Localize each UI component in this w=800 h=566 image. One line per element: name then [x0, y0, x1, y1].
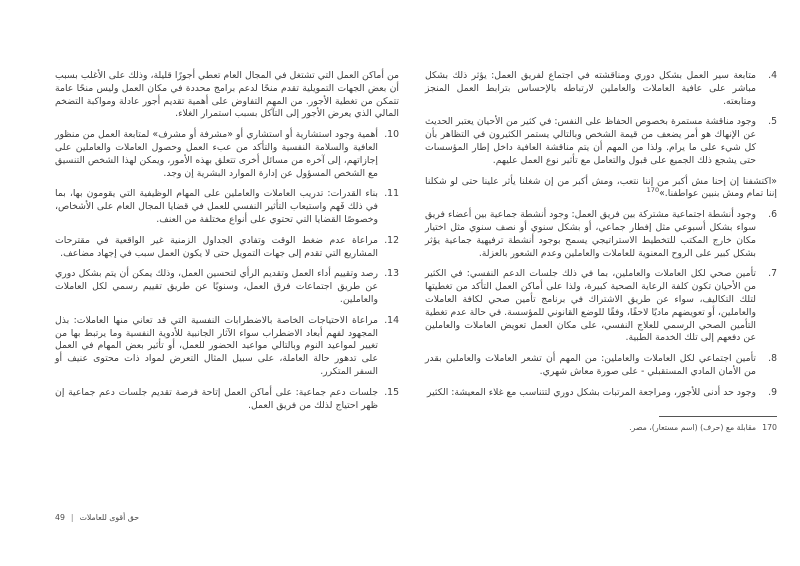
- list-item-9: [425, 387, 777, 400]
- list-item-5: [425, 116, 777, 167]
- list-item-13: [55, 268, 399, 306]
- list-item-11: [55, 188, 399, 226]
- item-number: 10.: [384, 129, 399, 141]
- item-number: 12.: [384, 234, 399, 246]
- item-text: رصد وتقييم أداء العمل وتقديم الرأي لتحسين العمل، وذلك يمكن أن يتم بشكل دوري عن طريق اجتماعات فرق العمل، وسنويًا عن طريق تقييم رسمي لكل العاملات والعاملين.: [55, 268, 378, 305]
- item-number: 6.: [768, 209, 777, 221]
- item-text: مراعاة الاحتياجات الخاصة بالاضطرابات النفسية التي قد تعاني منها العاملات: بذل المجهود لفهم أبعاد الاضطراب سواء الآثار الجانبية للأدوية النفسية وما يرتبط بها من تغيير لمواعيد النوم وبالتالي مواعيد الحضور للعمل، أو تأثير بعض المهام في العمل على تدهور حالة العاملة، على سبيل المثال التعرض لمواد ذات محتوى عنيف أو السفر المتكرر.: [55, 314, 378, 377]
- item-text: أهمية وجود استشارية أو استشاري أو «مشرفة أو مشرف» لمتابعة العمل من منظور العافية والسلامة النفسية والتأكد من عبء العمل وحصول العاملات والعاملين على إجازاتهم، إلى آخره من مسائل أخرى تتعلق بهذه الأمور، ويمكن لهذا الشخص التنسيق مع الشخص المسؤول عن إدارة الموارد البشرية إن وجد.: [55, 129, 378, 179]
- item-text: بناء القدرات: تدريب العاملات والعاملين على المهام الوظيفية التي يقومون بها، بما في ذلك فَهم واستيعاب التأثير النفسي للعمل في قضايا المجال العام على الأشخاص، وخصوصًا القضايا التي تحتوي على أنواع مختلفة من العنف.: [55, 188, 378, 225]
- list-item-12: [55, 235, 399, 261]
- item-text: تأمين صحي لكل العاملات والعاملين، بما في ذلك جلسات الدعم النفسي: في الكثير من الأحيان تكون كلفة الرعاية الصحية كبيرة، ولذا على أماكن العمل التأكد من تغطيتها لتلك التكاليف، سواء عن طريق الاشتراك في برنامج تأمين صحي لكافة العاملات والعاملين، أو تعويضهم ماديًا لاحقًا، وفقًا للوضع القانوني للمؤسسة. في حالة عدم تغطية التأمين الصحي الرسمي للعلاج النفسي، على مكان العمل تعويض العاملات والعاملين عن دفعهم إلى تلك الخدمة الطبية.: [425, 268, 756, 344]
- right-column: [425, 70, 777, 433]
- quote-text: «اكتشفنا إن إحنا مش أكبر من إننا نتعب، ومش أكبر من إن شغلنا يأثر علينا حتى لو شكلنا إننا تمام ومش بنبين عواطفنا.»: [425, 175, 777, 200]
- two-column-text-layout: [55, 70, 777, 433]
- item-text: جلسات دعم جماعية: على أماكن العمل إتاحة فرصة تقديم جلسات دعم جماعية إن ظهر احتياج لذلك من فريق العمل.: [55, 386, 378, 411]
- page-footer: [55, 513, 139, 522]
- item-number: 4.: [768, 70, 777, 81]
- item-text: وجود أنشطة اجتماعية مشتركة بين فريق العمل: وجود أنشطة جماعية بين أعضاء فريق سواء بشكل أسبوعي مثل إفطار جماعي، أو بشكل سنوي أو نصف سنوي مثل اختيار مكان خارج المكتب للتخطيط الاستراتيجي يسمح بوجود أنشطة ترفيهية جماعية يؤثر بشكل كبير على الروح المعنوية للعاملات والعاملين وعدم الشعور بالعزلة.: [425, 209, 756, 259]
- page-number: 49: [55, 513, 65, 522]
- item-number: 9.: [768, 386, 777, 398]
- list-item-7: [425, 268, 777, 345]
- list-item-14: [55, 315, 399, 379]
- list-item-4: [425, 70, 777, 108]
- item-number: 14.: [384, 314, 399, 326]
- item-number: 15.: [384, 386, 399, 398]
- item-number: 8.: [768, 353, 777, 365]
- footnote-divider: [659, 416, 777, 417]
- footnote-block: [425, 416, 777, 433]
- item-text: وجود حد أدنى للأجور، ومراجعة المرتبات بشكل دوري لتتناسب مع غلاء المعيشة: الكثير: [427, 386, 756, 398]
- footnote-text: مقابلة مع (حرف) (اسم مستعار)، مصر.: [629, 422, 757, 432]
- document-title: حق أقوى للعاملات: [79, 513, 140, 522]
- quote-block: [425, 176, 777, 202]
- continuation-paragraph: من أماكن العمل التي تشتغل في المجال العام تعطي أجورًا قليلة، وذلك على الأغلب بسبب أن بعض الجهات التمويلية تقدم منحًا لدعم برامج محددة في مكان العمل وليس منحًا عامة تتمكن من تغطية الأجور. من المهم التفاوض على أهمية تقديم أجور عادلة ومواكبة التضخم المالي الذي يعرض الأجور إلى التآكل بسبب استمرار الغلاء.: [55, 70, 399, 120]
- footnote-number: 170: [762, 422, 777, 432]
- footer-separator: |: [70, 513, 74, 522]
- left-column: [55, 70, 399, 433]
- item-text: متابعة سير العمل بشكل دوري ومناقشته في اجتماع لفريق العمل: يؤثر ذلك بشكل مباشر على عافية العاملات والعاملين لارتباطه بالإحساس بترابط العمل المنجز ومتابعته.: [425, 70, 756, 107]
- list-item-6: [425, 209, 777, 260]
- item-number: 7.: [768, 268, 777, 280]
- item-text: وجود مناقشة مستمرة بخصوص الحفاظ على النفس: في كثير من الأحيان يعتبر الحديث عن الإنهاك هو أمر يضعف من قيمة الشخص وبالتالي يستمر الكثيرون في التظاهر بأن كل شيء على ما يرام. ولذا من المهم أن يتم مناقشة العافية داخل إطار المؤسسات حتى يشجع ذلك الجميع على قبول والتعامل مع تأثير نوع العمل عليهم.: [425, 116, 756, 166]
- list-item-10: [55, 129, 399, 180]
- item-number: 11.: [384, 188, 399, 200]
- list-item-8: [425, 353, 777, 379]
- item-text: تأمين اجتماعي لكل العاملات والعاملين: من المهم أن تشعر العاملات والعاملين بقدر من الأمان المادي المستقبلي - على صورة معاش شهري.: [425, 353, 756, 377]
- item-text: مراعاة عدم ضغط الوقت وتفادي الجداول الزمنية غير الواقعية في مقترحات المشاريع التي تقدم إلى جهات التمويل حتى لا يكون العمل سبب في إجهاد مضاعف.: [55, 234, 378, 259]
- item-number: 5.: [768, 116, 777, 128]
- list-item-15: [55, 387, 399, 413]
- item-number: 13.: [384, 268, 399, 280]
- footnote-reference: 170: [646, 186, 660, 195]
